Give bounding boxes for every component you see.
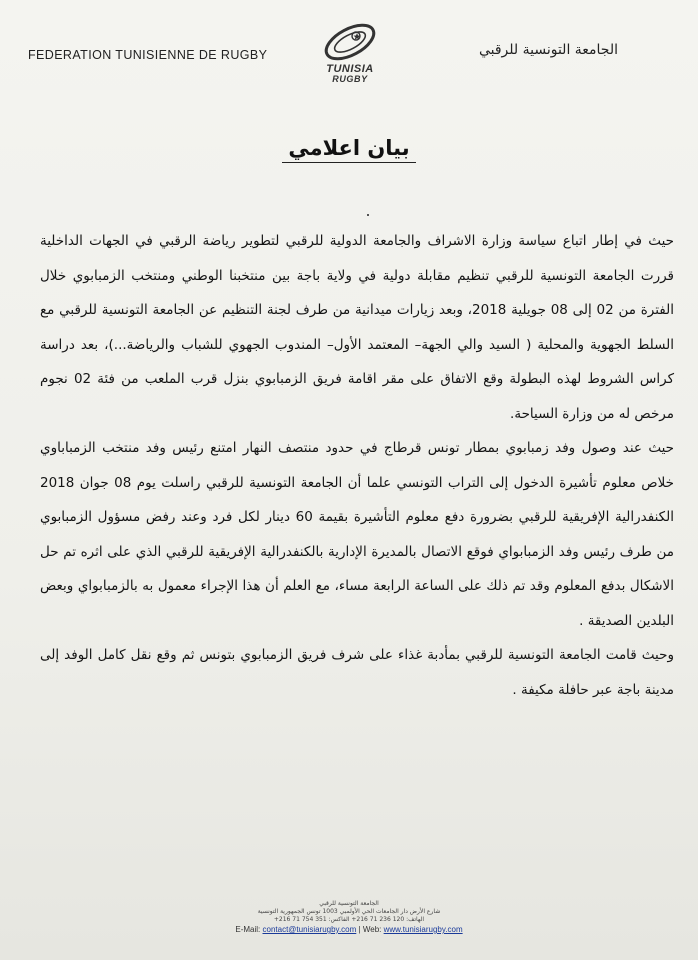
paragraph-1: حيث في إطار اتباع سياسة وزارة الاشراف والجامعة الدولية للرقبي لتطوير رياضة الرقبي في الجهات الداخلية قررت الجامعة التونسية للرقبي تنظيم مقابلة دولية في ولاية باجة بين منتخبنا الوطني ومنتخب الزمبابوي خلال الفترة من 02 إلى 08 جويلية 2018، وبعد زيارات ميدانية من طرف لجنة التنظيم عن الجامعة التونسية للرقبي مع السلط الجهوية والمحلية ( السيد والي الجهة– المعتمد الأول– المندوب الجهوي للشباب والرياضة...)، بعد دراسة كراس الشروط لهذه البطولة وقع الاتفاق على مقر اقامة فريق الزمبابوي بنزل قرب الملعب من فئة 02 نجوم مرخص له من وزارة السياحة. xyxy=(40,233,674,422)
document-title-wrapper xyxy=(0,136,698,163)
paragraph-2: حيث عند وصول وفد زمبابوي بمطار تونس قرطاج في حدود منتصف النهار امتنع رئيس وفد منتخب الزمباباوي خلاص معلوم تأشيرة الدخول إلى التراب التونسي علما أن الجامعة التونسية للرقبي راسلت يوم 08 جوان 2018 الكنفدرالية الإفريقية للرقبي بضرورة دفع معلوم التأشيرة بقيمة 60 دينار لكل فرد وعند رفض مسؤول الزمبابوي من طرف رئيس وفد الزمبابواي فوقع الاتصال بالمديرة الإدارية بالكنفدرالية الإفريقية للرقبي الذي على اثره تم حل الاشكال بدفع المعلوم وقد تم ذلك على الساعة الرابعة مساء، مع العلم أن هذا الإجراء معمول به بالزمبابواي وبعض البلدين الصديقة . xyxy=(40,440,675,629)
document-title: بيان اعلامي xyxy=(282,136,415,163)
tunisia-rugby-logo xyxy=(300,20,400,88)
footer-contact-line xyxy=(0,924,698,935)
federation-name-french: FEDERATION TUNISIENNE DE RUGBY xyxy=(28,48,268,62)
email-label: E-Mail: xyxy=(235,925,261,934)
web-label: Web: xyxy=(362,925,382,934)
rugby-ball-icon xyxy=(318,20,382,64)
stray-mark xyxy=(367,214,369,216)
footer xyxy=(0,900,698,935)
website-link[interactable]: www.tunisiarugby.com xyxy=(383,925,463,934)
document-body xyxy=(40,224,674,707)
logo-text-rugby: RUGBY xyxy=(332,74,368,84)
paragraph-3: وحيث قامت الجامعة التونسية للرقبي بمأدبة غذاء على شرف فريق الزمبابوي بتونس ثم وقع نقل كامل الوفد إلى مدينة باجة عبر حافلة مكيفة . xyxy=(40,647,674,698)
footer-address: شارع الأرض دار الجامعات الحي الأولمبي 1003 تونس الجمهورية التونسية xyxy=(257,908,441,915)
email-link[interactable]: contact@tunisiarugby.com xyxy=(262,925,357,934)
footer-org-name: الجامعة التونسية للرقبي xyxy=(319,900,379,907)
footer-phone-fax: الهاتف: 120 236 71 216+ الفاكس: 351 754 71 216+ xyxy=(273,916,425,923)
contact-separator: | xyxy=(358,925,361,934)
federation-name-arabic: الجامعة التونسية للرقبي xyxy=(478,42,618,58)
logo-text-tunisia: TUNISIA xyxy=(326,63,374,75)
